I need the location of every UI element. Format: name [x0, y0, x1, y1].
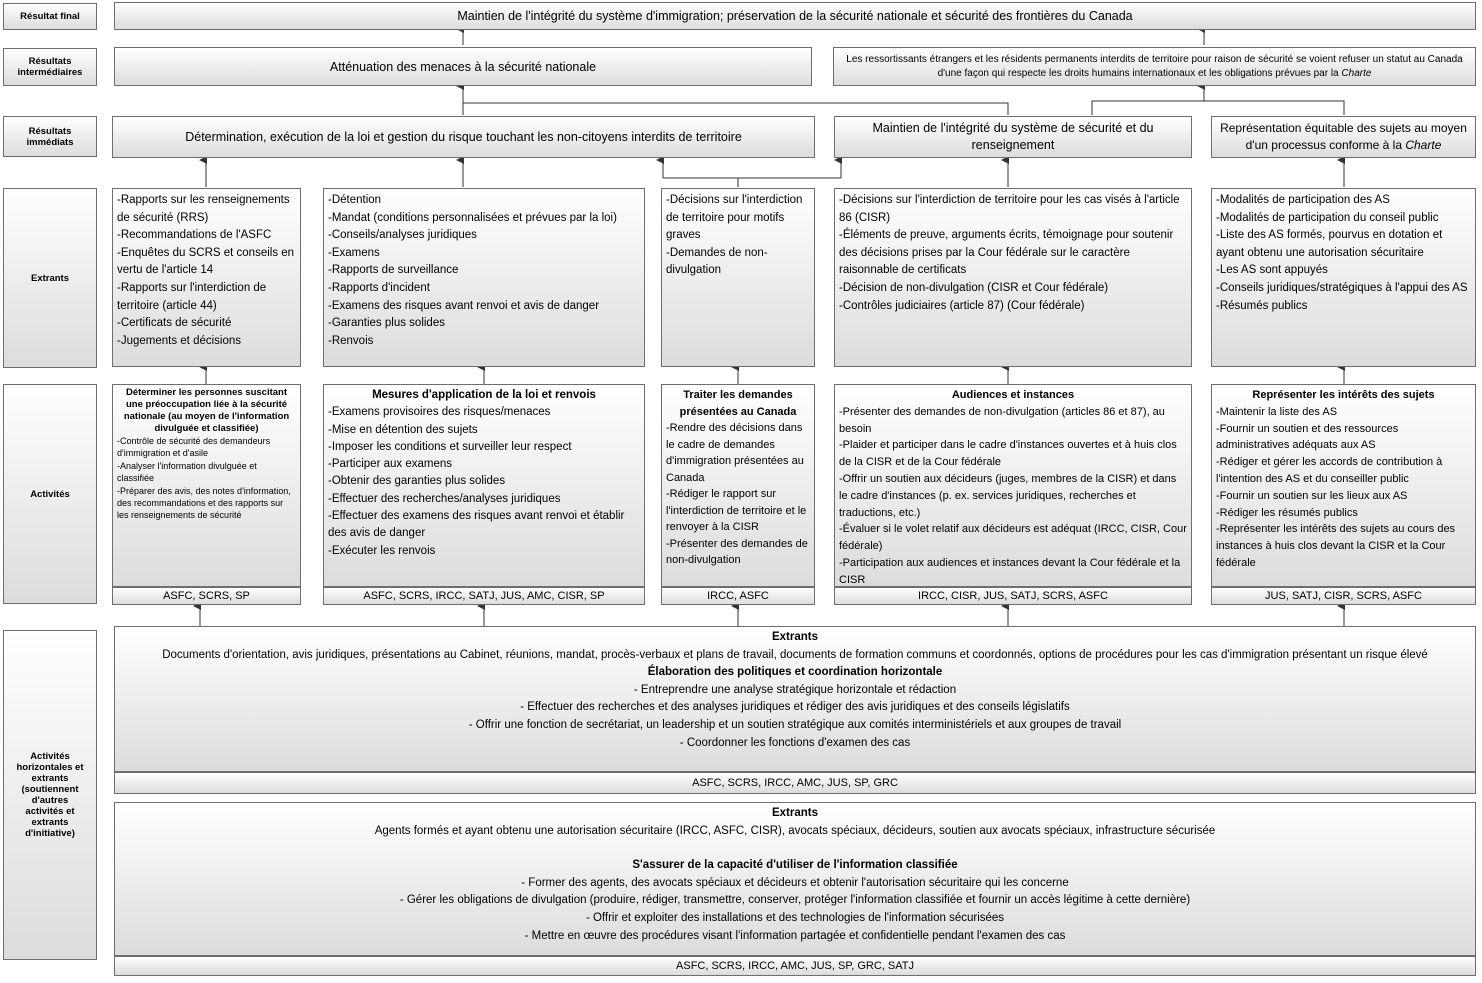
output-item: -Décision de non-divulgation (CISR et Cour fédérale)	[839, 281, 1109, 294]
activity-item: -Rédiger le rapport sur l'interdiction de territoire et le renvoyer à la CISR	[666, 488, 807, 533]
activity-item: -Évaluer si le volet relatif aux décideurs est adéquat (IRCC, CISR, Cour fédérale)	[839, 523, 1187, 553]
activity-item: -Fournir un soutien et des ressources administratives adéquats aux AS	[1216, 422, 1399, 452]
output-item: -Rapports d'incident	[328, 281, 430, 294]
immediate-right-italic: Charte	[1405, 138, 1442, 152]
activity-col-5	[1211, 384, 1476, 587]
activity-col-2	[323, 384, 645, 587]
outputs-col-4	[834, 188, 1192, 367]
intermediate-outcome-threats: Atténuation des menaces à la sécurité nationale	[114, 47, 812, 86]
activity-item: -Fournir un soutien sur les lieux aux AS	[1216, 489, 1408, 502]
output-item: -Renvois	[328, 334, 374, 347]
activity-item: -Préparer des avis, des notes d'information, des recommandations et des rapports sur les renseignements de sécurité	[117, 485, 291, 521]
horizontal-activity-item: - Former des agents, des avocats spéciaux et décideurs et obtenir l'autorisation sécuritaire qui les concerne	[521, 876, 1069, 889]
activity-item: -Participation aux audiences et instances devant la Cour fédérale et la CISR	[839, 556, 1181, 586]
activity-item: -Maintenir la liste des AS	[1216, 405, 1338, 418]
activity-item: -Effectuer des recherches/analyses juridiques	[328, 492, 561, 505]
output-item: -Enquêtes du SCRS et conseils en vertu de l'article 14	[117, 246, 295, 277]
activity-orgs-4: IRCC, CISR, JUS, SATJ, SCRS, ASFC	[834, 587, 1192, 605]
activity-col-3	[661, 384, 815, 587]
activity-orgs-5: JUS, SATJ, CISR, SCRS, ASFC	[1211, 587, 1476, 605]
output-item: -Jugements et décisions	[117, 334, 242, 347]
outputs-col-3	[661, 188, 815, 367]
horizontal-activity-item: - Offrir une fonction de secrétariat, un leadership et un soutien stratégique aux comités interministériels et aux groupes de travail	[468, 718, 1122, 731]
horizontal-outputs-title: Extrants	[771, 807, 819, 819]
output-item: -Modalités de participation des AS	[1216, 194, 1390, 206]
row-label-final: Résultat final	[3, 3, 97, 30]
output-item: -Examens des risques avant renvoi et avis de danger	[328, 299, 600, 312]
activity-item: -Examens provisoires des risques/menaces	[328, 406, 551, 419]
row-label-activities: Activités	[3, 384, 97, 604]
output-item: -Mandat (conditions personnalisées et prévues par la loi)	[328, 211, 617, 224]
output-item: -Rapports sur les renseignements de sécurité (RRS)	[117, 194, 290, 224]
output-item: -Détention	[328, 194, 382, 206]
row-label-outputs: Extrants	[3, 188, 97, 368]
activity-orgs-3: IRCC, ASFC	[661, 587, 815, 605]
horizontal-outputs-title: Extrants	[771, 631, 819, 643]
activity-orgs-2: ASFC, SCRS, IRCC, SATJ, JUS, AMC, CISR, SP	[323, 587, 645, 605]
output-item: -Conseils/analyses juridiques	[328, 229, 477, 242]
horizontal-activity-item: - Gérer les obligations de divulgation (produire, rédiger, transmettre, conserver, protéger l'information classifiée et fournir un accès légitime à cette dernière)	[399, 894, 1191, 907]
intermediate-outcome-status	[833, 47, 1476, 86]
activity-item: -Exécuter les renvois	[328, 544, 436, 557]
activity-item: -Offrir un soutien aux décideurs (juges, membres de la CISR) et dans le cadre d'instances (p. ex. services juridiques, recherches et traductions, etc.)	[839, 472, 1177, 519]
spacer	[121, 840, 1469, 857]
activity-item: -Imposer les conditions et surveiller leur respect	[328, 440, 572, 453]
horizontal-policy-box	[114, 626, 1476, 772]
horizontal-activity-title: S'assurer de la capacité d'utiliser de l'information classifiée	[632, 859, 958, 872]
output-item: -Recommandations de l'ASFC	[117, 229, 272, 242]
output-item: -Garanties plus solides	[328, 317, 445, 330]
activity-item: -Analyser l'information divulguée et classifiée	[117, 460, 257, 484]
immediate-outcome-integrity: Maintien de l'intégrité du système de sécurité et du renseignement	[834, 116, 1192, 158]
horizontal-classified-orgs: ASFC, SCRS, IRCC, AMC, JUS, SP, GRC, SATJ	[114, 956, 1476, 976]
horizontal-classified-box	[114, 802, 1476, 956]
output-item: -Contrôles judiciaires (article 87) (Cour fédérale)	[839, 299, 1085, 312]
activity-item: -Rendre des décisions dans le cadre de demandes d'immigration présentées au Canada	[666, 422, 804, 484]
output-item: -Décisions sur l'interdiction de territoire pour motifs graves	[666, 194, 803, 242]
activity-item: -Effectuer des examens des risques avant renvoi et établir des avis de danger	[328, 510, 625, 540]
outputs-col-1	[112, 188, 301, 367]
output-item: -Rapports sur l'interdiction de territoire (article 44)	[117, 281, 267, 312]
row-label-horizontal: Activités horizontales et extrants (soutiennent d'autres activités et extrants d'initiative)	[3, 630, 97, 960]
row-label-intermediate: Résultats intermédiaires	[3, 48, 97, 86]
output-item: -Conseils juridiques/stratégiques à l'appui des AS	[1216, 281, 1468, 294]
horizontal-activity-item: - Offrir et exploiter des installations et des technologies de l'information sécurisées	[585, 911, 1005, 924]
horizontal-outputs-text: Agents formés et ayant obtenu une autorisation sécuritaire (IRCC, ASFC, CISR), avocats spéciaux, décideurs, soutien aux avocats spéciaux, infrastructure sécurisée	[374, 824, 1216, 837]
immediate-right-text: Représentation équitable des sujets au moyen d'un processus conforme à la	[1220, 121, 1467, 152]
horizontal-outputs-text: Documents d'orientation, avis juridiques, présentations au Cabinet, réunions, mandat, procès-verbaux et plans de travail, documents de formation communs et coordonnés, options de procédures pour les cas d'immigration présentant un risque élevé	[162, 648, 1428, 661]
output-item: -Éléments de preuve, arguments écrits, témoignage pour soutenir des décisions prises par la Cour fédérale sur le caractère raisonnable de certificats	[839, 229, 1174, 277]
activity-item: -Représenter les intérêts des sujets au cours des instances à huis clos devant la CISR et la Cour fédérale	[1216, 523, 1456, 569]
intermediate-right-italic: Charte	[1341, 67, 1372, 79]
activity-item: -Présenter des demandes de non-divulgation (articles 86 et 87), au besoin	[839, 405, 1165, 435]
activity-title: Audiences et instances	[951, 389, 1075, 401]
activity-title: Mesures d'application de la loi et renvois	[372, 389, 596, 401]
activity-col-4	[834, 384, 1192, 587]
activity-orgs-1: ASFC, SCRS, SP	[112, 587, 301, 605]
horizontal-activity-item: - Entreprendre une analyse stratégique horizontale et rédaction	[633, 683, 957, 696]
horizontal-activity-title: Élaboration des politiques et coordination horizontale	[647, 666, 943, 679]
output-item: -Résumés publics	[1216, 299, 1308, 312]
activity-item: -Obtenir des garanties plus solides	[328, 475, 506, 488]
horizontal-activity-item: - Mettre en œuvre des procédures visant l'information partagée et confidentielle pendant l'examen des cas	[524, 929, 1066, 942]
activity-title: Traiter les demandes présentées au Canada	[679, 389, 797, 418]
activity-title: Déterminer les personnes suscitant une préoccupation liée à la sécurité nationale (au moyen de l'information divulguée et classifiée)	[123, 387, 290, 434]
output-item: -Modalités de participation du conseil public	[1216, 211, 1439, 224]
activity-item: -Participer aux examens	[328, 458, 452, 471]
output-item: -Certificats de sécurité	[117, 317, 232, 330]
output-item: -Liste des AS formés, pourvus en dotation et ayant obtenu une autorisation sécuritaire	[1216, 229, 1443, 259]
activity-item: -Contrôle de sécurité des demandeurs d'immigration et d'asile	[117, 436, 271, 459]
output-item: -Décisions sur l'interdiction de territoire pour les cas visés à l'article 86 (CISR)	[839, 194, 1180, 224]
horizontal-policy-orgs: ASFC, SCRS, IRCC, AMC, JUS, SP, GRC	[114, 772, 1476, 794]
horizontal-activity-item: - Effectuer des recherches et des analyses juridiques et rédiger des avis juridiques et des conseils législatifs	[520, 701, 1070, 714]
immediate-outcome-representation	[1211, 116, 1476, 158]
output-item: -Demandes de non-divulgation	[666, 246, 768, 277]
final-outcome-box: Maintien de l'intégrité du système d'immigration; préservation de la sécurité nationale et sécurité des frontières du Canada	[114, 2, 1476, 30]
outputs-col-2	[323, 188, 645, 367]
activity-title: Représenter les intérêts des sujets	[1252, 389, 1435, 401]
outputs-col-5	[1211, 188, 1476, 367]
activity-item: -Rédiger et gérer les accords de contribution à l'intention des AS et du conseiller public	[1216, 456, 1443, 485]
activity-item: -Présenter des demandes de non-divulgation	[666, 537, 808, 566]
activity-col-1	[112, 384, 301, 587]
immediate-outcome-enforcement: Détermination, exécution de la loi et gestion du risque touchant les non-citoyens interdits de territoire	[112, 116, 815, 158]
output-item: -Examens	[328, 246, 380, 259]
activity-item: -Rédiger les résumés publics	[1216, 506, 1358, 519]
activity-item: -Plaider et participer dans le cadre d'instances ouvertes et à huis clos de la CISR et de la Cour fédérale	[839, 439, 1177, 469]
activity-item: -Mise en détention des sujets	[328, 423, 478, 436]
output-item: -Les AS sont appuyés	[1216, 264, 1328, 277]
output-item: -Rapports de surveillance	[328, 264, 459, 277]
row-label-immediate: Résultats immédiats	[3, 116, 97, 157]
intermediate-right-text: Les ressortissants étrangers et les résidents permanents interdits de territoire pour raison de sécurité se voient refuser un statut au Canada d'une façon qui respecte les droits humains internationaux et les obligations prévues par la	[846, 53, 1463, 79]
horizontal-activity-item: - Coordonner les fonctions d'examen des cas	[679, 736, 911, 749]
